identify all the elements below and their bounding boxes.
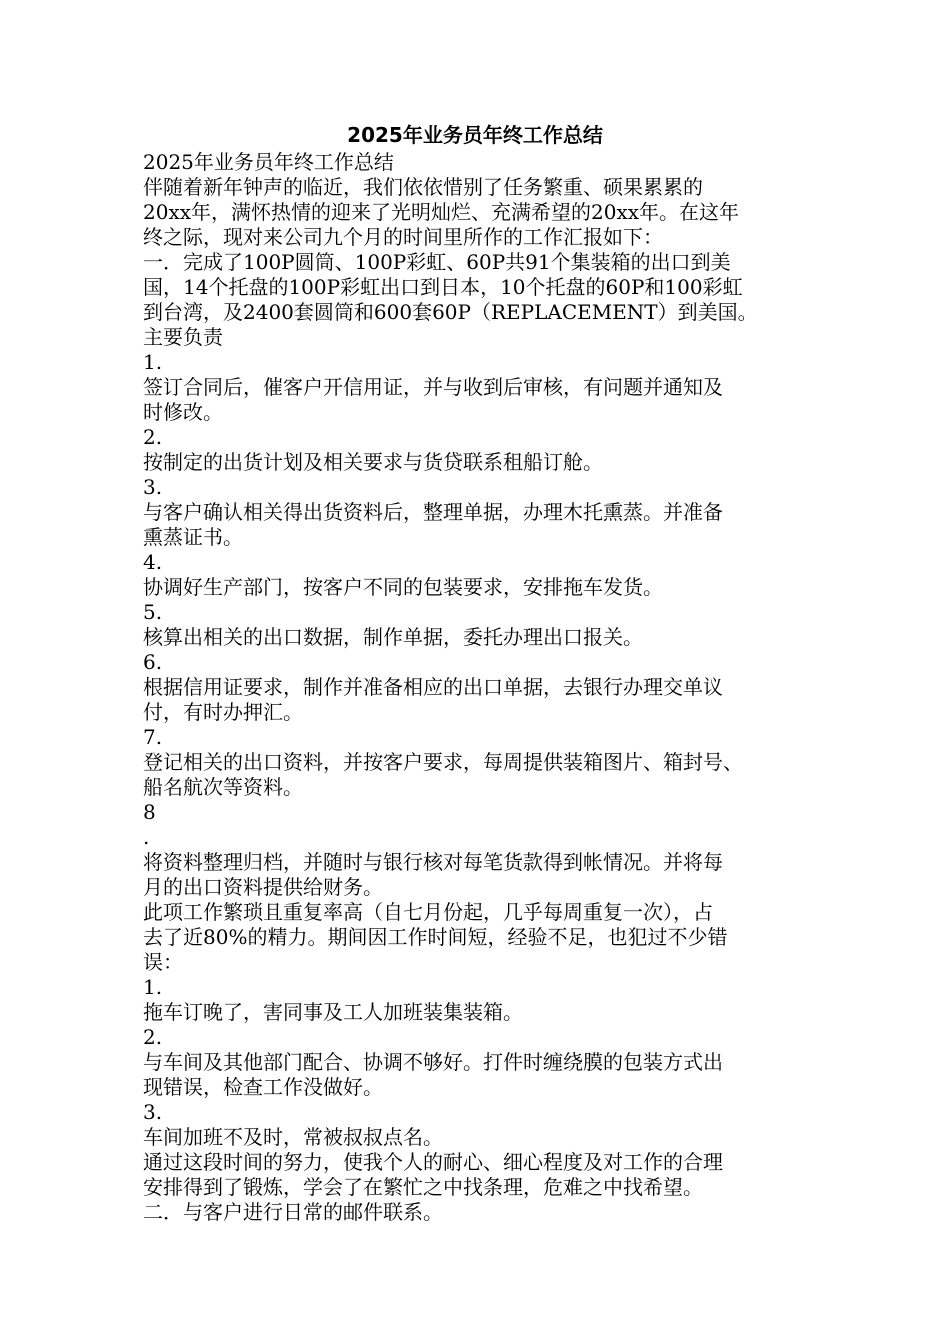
body-line: 协调好生产部门，按客户不同的包装要求，安排拖车发货。 (143, 575, 663, 599)
body-line: 3. (143, 475, 163, 499)
body-line: 国，14个托盘的100P彩虹出口到日本，10个托盘的60P和100彩虹 (143, 275, 743, 299)
body-line: 与客户确认相关得出货资料后，整理单据，办理木托熏蒸。并准备 (143, 500, 723, 524)
body-line: 根据信用证要求，制作并准备相应的出口单据，去银行办理交单议 (143, 675, 723, 699)
body-line: 20xx年，满怀热情的迎来了光明灿烂、充满希望的20xx年。在这年 (143, 200, 740, 224)
body-line: 2025年业务员年终工作总结 (143, 150, 394, 174)
body-line: 现错误，检查工作没做好。 (143, 1075, 383, 1099)
body-line: 付，有时办押汇。 (143, 700, 303, 724)
body-line: 拖车订晚了，害同事及工人加班装集装箱。 (143, 1000, 523, 1024)
body-line: 6. (143, 650, 163, 674)
body-line: 与车间及其他部门配合、协调不够好。打件时缠绕膜的包装方式出 (143, 1050, 723, 1074)
document-body (143, 150, 813, 1225)
body-line: 时修改。 (143, 400, 223, 424)
body-line: 1. (143, 975, 163, 999)
body-line: 2. (143, 1025, 163, 1049)
body-line: 误： (143, 950, 183, 974)
body-line: 月的出口资料提供给财务。 (143, 875, 383, 899)
body-line: 3. (143, 1100, 163, 1124)
body-line: 7. (143, 725, 163, 749)
body-line: 5. (143, 600, 163, 624)
body-line: 此项工作繁琐且重复率高（自七月份起，几乎每周重复一次），占 (143, 900, 713, 924)
body-line: 通过这段时间的努力，使我个人的耐心、细心程度及对工作的合理 (143, 1150, 723, 1174)
body-line: 安排得到了锻炼，学会了在繁忙之中找条理，危难之中找希望。 (143, 1175, 703, 1199)
body-line: 核算出相关的出口数据，制作单据，委托办理出口报关。 (143, 625, 643, 649)
body-line: 伴随着新年钟声的临近，我们依依惜别了任务繁重、硕果累累的 (143, 175, 703, 199)
body-line: 按制定的出货计划及相关要求与货贷联系租船订舱。 (143, 450, 603, 474)
body-line: 4. (143, 550, 163, 574)
body-line: 将资料整理归档，并随时与银行核对每笔货款得到帐情况。并将每 (143, 850, 723, 874)
body-line: 车间加班不及时，常被叔叔点名。 (143, 1125, 443, 1149)
body-line: 签订合同后，催客户开信用证，并与收到后审核，有问题并通知及 (143, 375, 723, 399)
body-line: 2. (143, 425, 163, 449)
body-line: 二．与客户进行日常的邮件联系。 (143, 1200, 443, 1224)
body-line: 一．完成了100P圆筒、100P彩虹、60P共91个集装箱的出口到美 (143, 250, 731, 274)
body-line: 终之际，现对来公司九个月的时间里所作的工作汇报如下： (143, 225, 663, 249)
body-line: 去了近80%的精力。期间因工作时间短，经验不足，也犯过不少错 (143, 925, 728, 949)
body-line: 8 (143, 800, 156, 824)
document-title: 2025年业务员年终工作总结 (347, 123, 603, 147)
body-line: 登记相关的出口资料，并按客户要求，每周提供装箱图片、箱封号、 (143, 750, 743, 774)
body-line: 主要负责 (143, 325, 223, 349)
body-line: . (143, 825, 150, 849)
body-line: 1. (143, 350, 163, 374)
body-line: 到台湾，及2400套圆筒和600套60P（REPLACEMENT）到美国。 (143, 300, 758, 324)
body-line: 熏蒸证书。 (143, 525, 243, 549)
body-line: 船名航次等资料。 (143, 775, 303, 799)
